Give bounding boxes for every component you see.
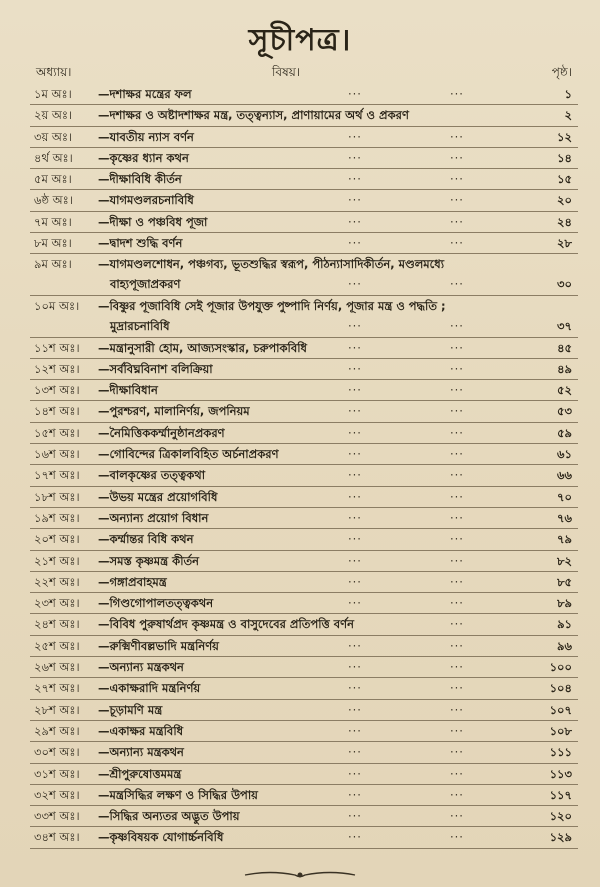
chapter-label: ২৩শ অঃ। [34,596,80,611]
topic-text: —বিবিধ পুরুষার্থপ্রদ কৃষ্ণমন্ত্র ও বাসুদেবের প্রতিপত্তি বর্ণন [98,617,354,632]
topic-text-continued: বাহ্যপূজাপ্রকরণ [110,277,181,292]
chapter-label: ২য় অঃ। [34,108,73,123]
leader-dots: ··· [450,510,464,525]
topic-text: —গঙ্গাপ্রবাহমন্ত্র [98,574,167,589]
leader-dots: ··· [348,404,362,419]
table-row [30,380,578,401]
leader-dots: ··· [450,318,464,333]
leader-dots: ··· [450,129,464,144]
leader-dots: ··· [450,447,464,462]
topic-text: —একাক্ষরাদি মন্ত্রনির্ণয় [98,681,201,696]
table-row [30,636,578,657]
topic-text: —চূড়ামণি মন্ত্র [98,702,163,717]
topic-text: —কর্ম্মান্তর বিধি কথন [98,532,194,547]
chapter-label: ১৪শ অঃ। [34,404,80,419]
leader-dots: ··· [450,361,464,376]
leader-dots: ··· [348,468,362,483]
topic-text: —শ্রীপুরুষোত্তমমন্ত্র [98,766,182,781]
leader-dots: ··· [348,425,362,440]
chapter-label: ৮ম অঃ। [34,236,72,251]
leader-dots: ··· [450,830,464,845]
chapter-label: ৩৪শ অঃ। [34,830,80,845]
page-number: ২৪ [557,214,572,229]
leader-dots: ··· [348,318,362,333]
page-number: ৯১ [557,617,572,632]
leader-dots: ··· [450,787,464,802]
chapter-label: ৪র্থ অঃ। [34,150,73,165]
page-number: ৬৬ [557,468,572,483]
page-number: ১২৯ [549,830,572,845]
page-number: ১০৮ [549,723,572,738]
page-number: ৮৯ [557,596,572,611]
page-number: ২৮ [557,236,572,251]
page-number: ৪৯ [557,361,572,376]
chapter-label: ১৫শ অঃ। [34,425,80,440]
leader-dots: ··· [450,809,464,824]
leader-dots: ··· [348,723,362,738]
topic-text: —কৃষ্ণের ধ্যান কথন [98,150,189,165]
page-number: ১০০ [549,660,572,675]
page-number: ৮৫ [557,574,572,589]
leader-dots: ··· [348,87,362,101]
page-number: ২০ [557,193,572,208]
leader-dots: ··· [348,787,362,802]
page-number: ৬১ [557,447,572,462]
table-row [30,190,578,211]
topic-text: —যাবতীয় ন্যাস বর্ণন [98,129,194,144]
chapter-label: ৩৩শ অঃ। [34,809,80,824]
table-row [30,359,578,380]
page-number: ১০৪ [549,681,572,696]
page-number: ৭৬ [557,510,572,525]
chapter-label: ৩য় অঃ। [34,129,73,144]
page-number: ৫২ [557,383,572,398]
leader-dots: ··· [348,766,362,781]
leader-dots: ··· [348,638,362,653]
page-number: ১১৩ [549,766,572,781]
topic-text: —গোবিন্দের ত্রিকালবিহিত অর্চনাপ্রকরণ [98,447,279,462]
leader-dots: ··· [450,150,464,165]
chapter-label: ১০ম অঃ। [34,298,80,313]
leader-dots: ··· [450,193,464,208]
leader-dots: ··· [450,574,464,589]
leader-dots: ··· [450,383,464,398]
leader-dots: ··· [450,681,464,696]
ornament-divider [240,868,360,882]
page-number: ১২০ [549,809,572,824]
leader-dots: ··· [348,510,362,525]
table-row [30,169,578,190]
leader-dots: ··· [348,489,362,504]
chapter-label: ৯ম অঃ। [34,257,72,272]
table-row [30,296,578,338]
leader-dots: ··· [450,87,464,101]
topic-text: —গিণ্ডগোপালতত্ত্বকথন [98,596,214,611]
table-row [30,572,578,593]
leader-dots: ··· [450,702,464,717]
leader-dots: ··· [348,361,362,376]
topic-text: —দীক্ষাবিধি কীর্তন [98,172,182,187]
table-row [30,806,578,827]
page-number: ১৪ [557,150,572,165]
leader-dots: ··· [348,596,362,611]
leader-dots: ··· [348,150,362,165]
leader-dots: ··· [348,681,362,696]
chapter-label: ২৮শ অঃ। [34,702,80,717]
table-row [30,721,578,742]
topic-text: —দ্বাদশ শুদ্ধি বর্ণন [98,236,183,251]
leader-dots: ··· [348,532,362,547]
table-row [30,529,578,550]
leader-dots: ··· [348,193,362,208]
topic-text: —বালকৃষ্ণের তত্ত্বকথা [98,468,206,483]
table-row [30,233,578,254]
page-number: ৪৫ [557,340,572,355]
leader-dots: ··· [348,172,362,187]
table-row [30,487,578,508]
topic-text: —দশাক্ষর ও অষ্টাদশাক্ষর মন্ত্র, তত্ত্বন্যাস, প্রাণায়ামের অর্থ ও প্রকরণ [98,108,409,123]
leader-dots: ··· [348,447,362,462]
topic-text: —দশাক্ষর মন্ত্রের ফল [98,87,192,101]
topic-text-continued: মুদ্রারচনাবিধি [110,318,170,333]
page-number: ৩৭ [557,318,572,333]
leader-dots: ··· [348,745,362,760]
leader-dots: ··· [348,214,362,229]
table-header [32,64,572,84]
leader-dots: ··· [450,172,464,187]
topic-text: —একাক্ষর মন্ত্রবিধি [98,723,184,738]
leader-dots: ··· [348,574,362,589]
leader-dots: ··· [450,745,464,760]
leader-dots: ··· [450,236,464,251]
leader-dots: ··· [450,532,464,547]
page-number: ৭০ [557,489,572,504]
chapter-label: ১২শ অঃ। [34,361,80,376]
topic-text: —কৃষ্ণবিষয়ক যোগার্চ্চনবিধি [98,830,224,845]
leader-dots: ··· [450,277,464,292]
chapter-label: ২০শ অঃ। [34,532,80,547]
table-row [30,105,578,126]
chapter-label: ৩০শ অঃ। [34,745,80,760]
topic-text: —সিদ্ধির অন্যতর অদ্ভুত উপায় [98,809,240,824]
topic-text: —দীক্ষা ও পঞ্চবিধ পূজা [98,214,208,229]
leader-dots: ··· [450,723,464,738]
page-number: ৫৩ [557,404,572,419]
chapter-label: ২৯শ অঃ। [34,723,80,738]
leader-dots: ··· [450,596,464,611]
topic-text: —সমস্ত কৃষ্ণমন্ত্র কীর্তন [98,553,199,568]
page-number: ৫৯ [557,425,572,440]
table-row [30,465,578,486]
chapter-label: ৭ম অঃ। [34,214,72,229]
table-row [30,700,578,721]
leader-dots: ··· [348,809,362,824]
page-number: ৭৯ [557,532,572,547]
chapter-label: ৩১শ অঃ। [34,766,80,781]
topic-column-header: বিষয়। [272,65,301,79]
leader-dots: ··· [450,617,464,632]
table-row [30,593,578,614]
leader-dots: ··· [450,340,464,355]
table-row [30,423,578,444]
chapter-label: ৬ষ্ঠ অঃ। [34,193,73,208]
leader-dots: ··· [348,129,362,144]
table-row [30,827,578,848]
topic-text: —উভয় মন্ত্রের প্রয়োগবিধি [98,489,218,504]
leader-dots: ··· [348,830,362,845]
page-number: ৯৬ [557,638,572,653]
chapter-column-header: অধ্যায়। [36,65,72,79]
chapter-label: ২৫শ অঃ। [34,638,80,653]
chapter-label: ২২শ অঃ। [34,574,80,589]
topic-text: —পুরশ্চরণ, মালানির্ণয়, জপনিয়ম [98,404,250,419]
table-row [30,764,578,785]
table-row [30,742,578,763]
chapter-label: ১৬শ অঃ। [34,447,80,462]
chapter-label: ২৭শ অঃ। [34,681,80,696]
page-number: ৩০ [557,277,572,292]
topic-text: —অন্যান্য মন্ত্রকথন [98,745,184,760]
table-row [30,508,578,529]
chapter-label: ১ম অঃ। [34,87,72,101]
leader-dots: ··· [348,553,362,568]
topic-text: —যাগমণ্ডলরচনাবিধি [98,193,194,208]
topic-text: —অন্যান্য প্রয়োগ বিধান [98,510,209,525]
table-row [30,148,578,169]
chapter-label: ২৪শ অঃ। [34,617,80,632]
chapter-label: ১৭শ অঃ। [34,468,80,483]
chapter-label: ২৬শ অঃ। [34,660,80,675]
leader-dots: ··· [450,404,464,419]
page-number: ২ [564,108,572,123]
topic-text: —মন্ত্রানুসারী হোম, আজ্যসংস্কার, চরুপাকবিধি [98,340,307,355]
leader-dots: ··· [450,425,464,440]
table-row [30,212,578,233]
chapter-label: ২১শ অঃ। [34,553,80,568]
page-number: ১ [564,87,572,101]
topic-text: —মন্ত্রসিদ্ধির লক্ষণ ও সিদ্ধির উপায় [98,787,258,802]
page-title: সূচীপত্র। [248,23,352,58]
leader-dots: ··· [348,660,362,675]
leader-dots: ··· [450,660,464,675]
leader-dots: ··· [450,468,464,483]
chapter-label: ১৮শ অঃ। [34,489,80,504]
table-row [30,614,578,635]
chapter-label: ৫ম অঃ। [34,172,72,187]
leader-dots: ··· [348,236,362,251]
table-row [30,401,578,422]
leader-dots: ··· [450,553,464,568]
chapter-label: ৩২শ অঃ। [34,787,80,802]
leader-dots: ··· [348,340,362,355]
leader-dots: ··· [450,489,464,504]
leader-dots: ··· [450,638,464,653]
leader-dots: ··· [450,766,464,781]
table-row [30,551,578,572]
leader-dots: ··· [450,214,464,229]
chapter-label: ১১শ অঃ। [34,340,80,355]
table-row [30,254,578,296]
page-column-header: পৃষ্ঠ। [551,65,572,79]
page-number: ১১১ [549,745,572,760]
table-row [30,444,578,465]
leader-dots: ··· [348,702,362,717]
page-number: ১১৭ [549,787,572,802]
topic-text: —দীক্ষাবিধান [98,383,158,398]
topic-text: —রুক্মিণীবল্লভাদি মন্ত্রনির্ণয় [98,638,219,653]
page-number: ১৫ [557,172,572,187]
contents-table [30,84,578,849]
topic-text: —নৈমিত্তিককর্ম্মানুষ্ঠানপ্রকরণ [98,425,225,440]
table-row [30,678,578,699]
topic-text: —সর্ববিঘ্নবিনাশ বলিক্রিয়া [98,361,213,376]
page-number: ১০৭ [549,702,572,717]
leader-dots: ··· [348,277,362,292]
table-row [30,84,578,105]
chapter-label: ১৯শ অঃ। [34,510,80,525]
table-row [30,338,578,359]
page-number: ৮২ [557,553,572,568]
table-row [30,657,578,678]
topic-text: —অন্যান্য মন্ত্রকথন [98,660,184,675]
table-row [30,785,578,806]
topic-text: —বিষ্ণুর পূজাবিধি সেই পূজার উপযুক্ত পুষ্পাদি নির্ণয়, পূজার মন্ত্র ও পদ্ধতি ; [98,298,446,313]
chapter-label: ১৩শ অঃ। [34,383,80,398]
topic-text: —যাগমণ্ডলশোধন, পঞ্চগব্য, ভূতশুদ্ধির স্বরূপ, পীঠন্যাসাদিকীর্তন, মণ্ডলমধ্যে [98,257,445,272]
leader-dots: ··· [348,383,362,398]
table-row [30,127,578,148]
page-number: ১২ [557,129,572,144]
